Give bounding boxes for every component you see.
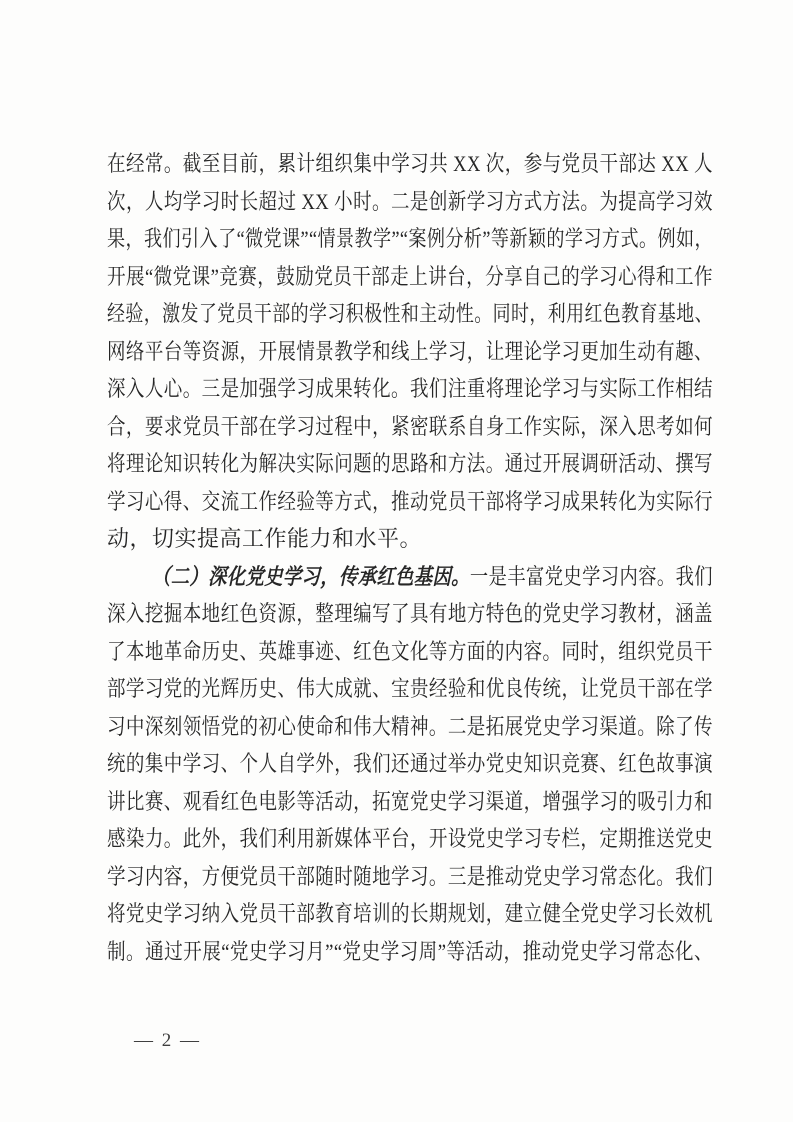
text-run: 一是丰富党史学习内容。我们 bbox=[469, 563, 713, 589]
text-run: 经验，激发了党员干部的学习积极性和主动性。同时，利用红色教育基地、 bbox=[107, 301, 713, 326]
text-line bbox=[107, 408, 713, 446]
text-line bbox=[107, 295, 713, 333]
text-run: 深入人心。三是加强学习成果转化。我们注重将理论学习与实际工作相结 bbox=[107, 376, 713, 401]
text-line bbox=[107, 333, 713, 371]
text-line bbox=[107, 670, 713, 708]
text-line bbox=[107, 820, 713, 858]
text-run: 讲比赛、观看红色电影等活动，拓宽党史学习渠道，增强学习的吸引力和 bbox=[107, 788, 713, 814]
document-body bbox=[107, 145, 713, 970]
text-run: 将理论知识转化为解决实际问题的思路和方法。通过开展调研活动、撰写 bbox=[107, 451, 713, 476]
text-line bbox=[107, 558, 713, 596]
text-line bbox=[107, 145, 713, 183]
text-line bbox=[107, 745, 713, 783]
text-line bbox=[107, 183, 713, 221]
page-number: — 2 — bbox=[134, 1030, 201, 1051]
text-line bbox=[107, 520, 713, 558]
text-run bbox=[152, 558, 713, 596]
text-run: 制。通过开展“党史学习月”“党史学习周”等活动，推动党史学习常态化、 bbox=[107, 938, 713, 964]
text-run: 将党史学习纳入党员干部教育培训的长期规划，建立健全党史学习长效机 bbox=[107, 901, 713, 926]
text-run: 开展“微党课”竞赛，鼓励党员干部走上讲台，分享自己的学习心得和工作 bbox=[107, 263, 713, 289]
text-run: 在经常。截至目前，累计组织集中学习共 XX 次，参与党员干部达 XX 人 bbox=[107, 151, 713, 176]
text-run: 合，要求党员干部在学习过程中，紧密联系自身工作实际，深入思考如何 bbox=[107, 413, 713, 439]
text-line bbox=[107, 633, 713, 671]
text-run: 部学习党的光辉历史、伟大成就、宝贵经验和优良传统，让党员干部在学 bbox=[107, 676, 713, 701]
text-run: 感染力。此外，我们利用新媒体平台，开设党史学习专栏，定期推送党史 bbox=[107, 826, 713, 851]
text-line bbox=[107, 445, 713, 483]
text-run: 学习心得、交流工作经验等方式，推动党员干部将学习成果转化为实际行 bbox=[107, 488, 713, 514]
text-run: 深入挖掘本地红色资源，整理编写了具有地方特色的党史学习教材，涵盖 bbox=[107, 601, 713, 626]
text-line bbox=[107, 483, 713, 521]
text-run: 学习内容，方便党员干部随时随地学习。三是推动党史学习常态化。我们 bbox=[107, 863, 713, 889]
text-line bbox=[107, 708, 713, 746]
text-run: 习中深刻领悟党的初心使命和伟大精神。二是拓展党史学习渠道。除了传 bbox=[107, 713, 713, 739]
text-run: 统的集中学习、个人自学外，我们还通过举办党史知识竞赛、红色故事演 bbox=[107, 751, 713, 776]
text-line bbox=[107, 595, 713, 633]
text-line bbox=[107, 895, 713, 933]
text-run: 动，切实提高工作能力和水平。 bbox=[107, 526, 423, 551]
text-run: 网络平台等资源，开展情景教学和线上学习，让理论学习更加生动有趣、 bbox=[107, 338, 713, 364]
text-line bbox=[107, 783, 713, 821]
text-line bbox=[107, 858, 713, 896]
text-run: 次，人均学习时长超过 XX 小时。二是创新学习方式方法。为提高学习效 bbox=[107, 188, 713, 214]
text-line bbox=[107, 258, 713, 296]
text-run: 果，我们引入了“微党课”“情景教学”“案例分析”等新颖的学习方式。例如， bbox=[107, 226, 713, 251]
text-run: 了本地革命历史、英雄事迹、红色文化等方面的内容。同时，组织党员干 bbox=[107, 638, 713, 664]
section-heading: （二）深化党史学习，传承红色基因。 bbox=[152, 563, 470, 589]
text-line bbox=[107, 370, 713, 408]
text-line bbox=[107, 220, 713, 258]
text-line bbox=[107, 933, 713, 971]
